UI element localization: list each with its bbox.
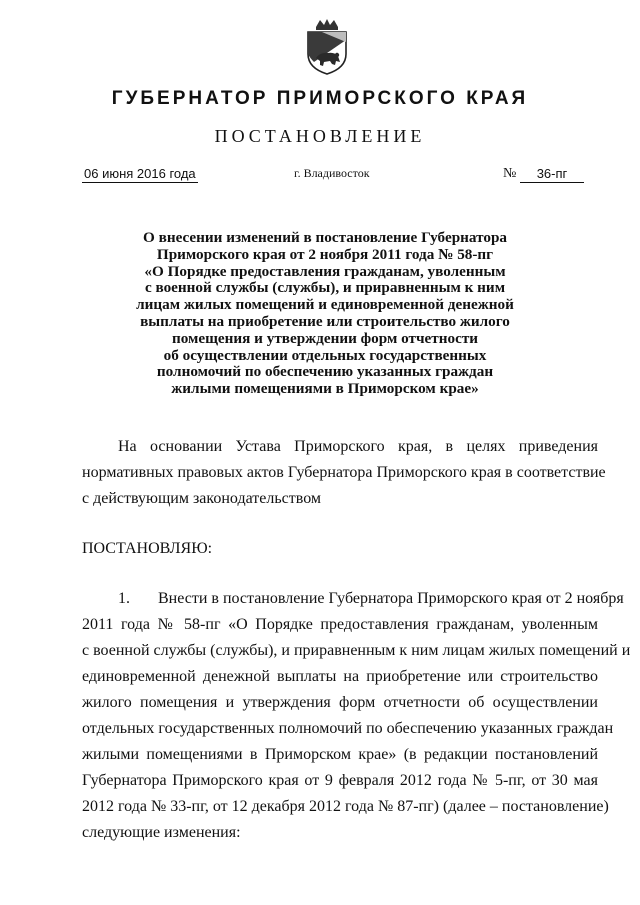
item-line: следующие изменения: [82, 824, 241, 841]
item-line: отдельных государственных полномочий по обеспечению указанных граждан [82, 720, 614, 737]
item-line: жилого помещения и утверждения форм отчетности об осуществлении [82, 694, 598, 711]
title-line: с военной службы (службы), и приравненным к ним [144, 279, 506, 297]
title-line: выплаты на приобретение или строительство жилого [140, 312, 510, 330]
item-line: Внести в постановление Губернатора Приморского края от 2 ноября [158, 590, 624, 607]
item-line: 2012 года № 33-пг, от 12 декабря 2012 года № 87-пг) (далее – постановление) [82, 798, 609, 815]
item-line: 2011 года № 58-пг «О Порядке предоставления гражданам, уволенным [82, 616, 598, 633]
coat-of-arms-emblem [302, 18, 352, 76]
item-line: единовременной денежной выплаты на приобретение или строительство [82, 668, 598, 685]
title-line: лицам жилых помещений и единовременной денежной [136, 296, 514, 314]
number-sign: № [503, 166, 517, 181]
title-line: О внесении изменений в постановление Губернатора [143, 229, 507, 246]
document-city: г. Владивосток [294, 166, 370, 180]
item-line: с военной службы (службы), и приравненным к ним лицам жилых помещений и [82, 642, 631, 659]
preamble-line: с действующим законодательством [82, 490, 322, 507]
document-number: 36-пг [520, 166, 584, 183]
preamble-line: На основании Устава Приморского края, в целях приведения [118, 438, 598, 455]
title-line: полномочий по обеспечению указанных граждан [156, 363, 494, 381]
item-line: жилыми помещениями в Приморском крае» (в редакции постановлений [82, 746, 598, 763]
title-line: «О Порядке предоставления гражданам, уволенным [144, 262, 506, 280]
governor-heading: ГУБЕРНАТОР ПРИМОРСКОГО КРАЯ [111, 88, 529, 109]
item-number: 1. [118, 590, 130, 607]
preamble-line: нормативных правовых актов Губернатора Приморского края в соответствие [82, 464, 606, 481]
document-title [110, 230, 540, 398]
item-line: Губернатора Приморского края от 9 февраля 2012 года № 5-пг, от 30 мая [82, 772, 598, 789]
title-line: жилыми помещениями в Приморском крае» [171, 380, 479, 398]
document-type-heading: ПОСТАНОВЛЕНИЕ [214, 126, 426, 146]
title-line: об осуществлении отдельных государственных [163, 346, 487, 364]
title-line: Приморского края от 2 ноября 2011 года № 58-пг [156, 245, 494, 263]
resolve-heading: ПОСТАНОВЛЯЮ: [82, 540, 213, 557]
title-line: помещения и утверждении форм отчетности [171, 329, 479, 347]
document-date: 06 июня 2016 года [84, 166, 196, 181]
